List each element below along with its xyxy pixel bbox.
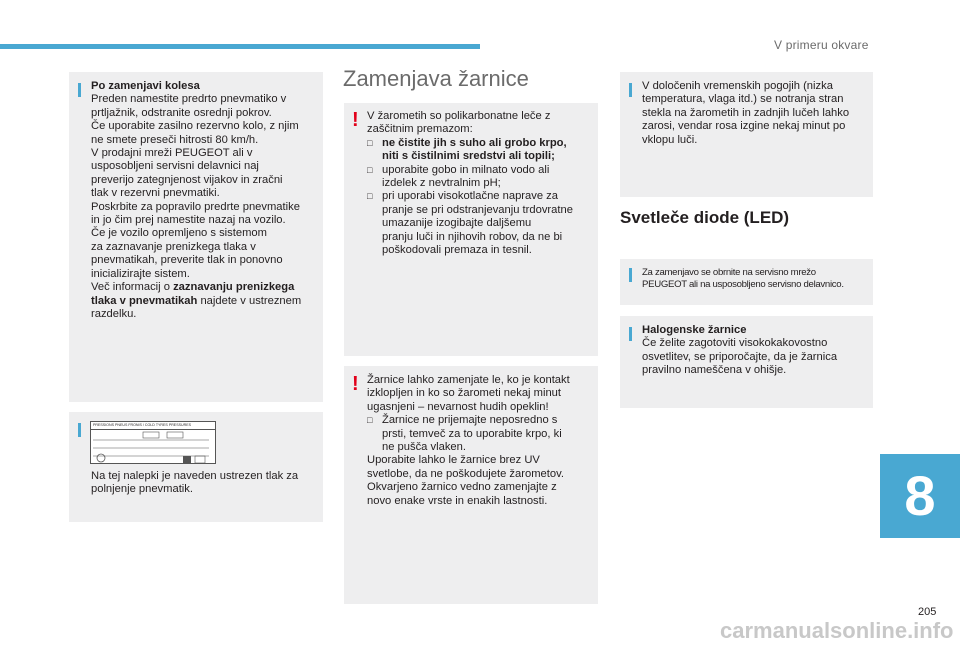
- warning-text-headlamp-lenses: V žarometih so polikarbonatne leče z zaščitnim premazom: □ ne čistite jih s suho ali grobo krpo, niti s čistilnimi sredstvi ali topili; □ uporabite gobo in milnato vodo ali izdelek z nevtralnim pH; □ pri uporabi visokotlačne naprave za pranje se pri odstranjevanju trdovratne umazanije izogibajte daljšemu pranju luči in njihovih robov, da ne bi poškodovali premaza in tesnil.: [367, 110, 573, 257]
- bullet-icon: □: [367, 415, 373, 426]
- info-text-after-wheel-change: Po zamenjavi kolesa Preden namestite predrto pnevmatiko v prtljažnik, odstranite osrednji pokrov. Če uporabite zasilno rezervno kolo, z njim ne smete preseči hitrosti 80 km/h. V prodajni mreži PEUGEOT ali v usposobljeni servisni delavnici naj preverijo zategnjenost vijakov in zračni tlak v rezervni pnevmatiki. Poskrbite za popravilo predrte pnevmatike in jo čim prej namestite nazaj na vozilo. Če je vozilo opremljeno s sistemom za zaznavanje prenizkega tlaka v pnevmatikah, preverite tlak in ponovno inicializirajte sistem. Več informacij o zaznavanju prenizkega tlaka v pnevmatikah najdete v ustreznem razdelku.: [91, 80, 302, 320]
- info-icon: [78, 423, 81, 437]
- page-section-title: Zamenjava žarnice: [343, 66, 529, 91]
- info-text-tyre-sticker: Na tej nalepki je naveden ustrezen tlak za polnjenje pnevmatik.: [91, 470, 299, 496]
- info-icon: [78, 83, 81, 97]
- sticker-heading: PRESSIONS PNEUS FRONIS / COLD TYRES PRESSURES: [91, 422, 215, 430]
- info-text-led: Za zamenjavo se obrnite na servisno mrežo PEUGEOT ali na usposobljeno servisno delavnico.: [642, 267, 844, 290]
- header-accent-bar: [0, 44, 480, 49]
- info-text-halogen: Halogenske žarnice Če želite zagotoviti visokokakovostno osvetlitev, se priporočajte, da je žarnica pravilno nameščena v ohišje.: [642, 324, 838, 377]
- bullet-icon: □: [367, 191, 373, 202]
- tyre-pressure-sticker-image: [90, 421, 216, 464]
- led-section-title: Svetleče diode (LED): [620, 208, 790, 227]
- chapter-number-tab: 8: [880, 454, 960, 538]
- bullet-icon: □: [367, 137, 373, 148]
- bullet-icon: □: [367, 164, 373, 175]
- page-number: 205: [918, 606, 937, 618]
- info-icon: [629, 83, 632, 97]
- warning-icon: !: [352, 373, 359, 395]
- warning-icon: !: [352, 109, 359, 131]
- info-text-condensation: V določenih vremenskih pogojih (nizka temperatura, vlaga itd.) se notranja stran stekla na žarometih in zadnjih lučeh lahko zarosi, vendar rosa izgine nekaj minut po vklopu luči.: [642, 80, 850, 146]
- info-icon: [629, 327, 632, 341]
- section-header-title: V primeru okvare: [774, 38, 869, 52]
- watermark: carmanualsonline.info: [720, 618, 954, 643]
- warning-text-bulb-replacement: Žarnice lahko zamenjate le, ko je kontakt izklopljen in ko so žarometi nekaj minut ugasnjeni – nevarnost hudih opeklin! □ Žarnice ne prijemajte neposredno s prsti, temveč za to uporabite krpo, ki ne pušča vlaken. Uporabite lahko le žarnice brez UV svetlobe, da ne poškodujete žarometov. Okvarjeno žarnico vedno zamenjajte z novo enake vrste in enakih lastnosti.: [367, 374, 570, 507]
- sticker-drawing: [91, 430, 215, 466]
- info-icon: [629, 268, 632, 282]
